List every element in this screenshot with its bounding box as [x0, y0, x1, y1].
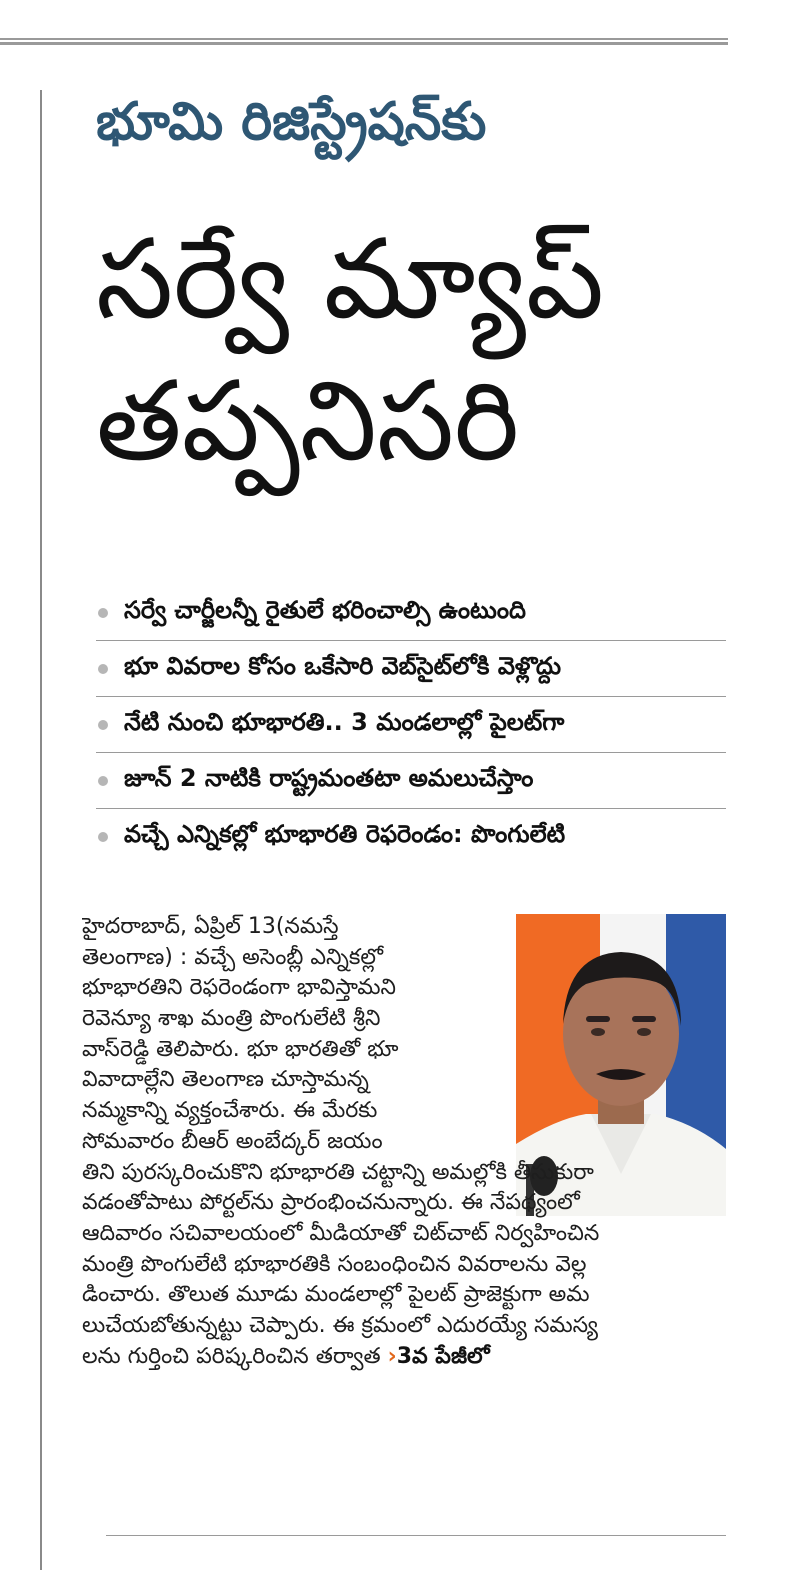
previous-article-clipped-text: [200, 0, 720, 8]
kicker-heading: భూమి రిజిస్ట్రేషన్‌కు: [96, 92, 487, 152]
bullet-dot-icon: [98, 664, 108, 674]
bullet-dot-icon: [98, 608, 108, 618]
body-line: రెవెన్యూ శాఖ మంత్రి పొంగులేటి శ్రీని: [82, 1006, 381, 1032]
bottom-rule: [106, 1535, 726, 1536]
article-body: [82, 912, 728, 1372]
body-line: సోమవారం బీఆర్ అంబేద్కర్ జయం: [82, 1128, 383, 1154]
body-line: వాస్‌రెడ్డి తెలిపారు. భూ భారతితో భూ: [82, 1036, 399, 1062]
highlight-text: జూన్ 2 నాటికి రాష్ట్రమంతటా అమలుచేస్తాం: [124, 763, 534, 792]
top-double-rule: [0, 38, 728, 45]
highlight-text: సర్వే చార్జీలన్నీ రైతులే భరించాల్సి ఉంటుంది: [124, 595, 526, 624]
bullet-dot-icon: [98, 776, 108, 786]
headline-line-2: తప్పనిసరి: [96, 360, 520, 485]
highlight-item: [96, 697, 726, 753]
highlight-item: [96, 585, 726, 641]
highlight-item: [96, 809, 726, 864]
body-line: ఆదివారం సచివాలయంలో మీడియాతో చిట్‌చాట్ నిర్వహించిన: [82, 1220, 600, 1246]
headline-line-1: సర్వే మ్యాప్: [96, 218, 605, 343]
bullet-dot-icon: [98, 832, 108, 842]
highlight-item: [96, 753, 726, 809]
body-line: వివాదాల్లేని తెలంగాణ చూస్తామన్న: [82, 1067, 369, 1093]
column-divider: [40, 90, 42, 1570]
continuation-label[interactable]: 3వ పేజీలో: [396, 1343, 490, 1369]
bullet-dot-icon: [98, 720, 108, 730]
main-headline: [96, 218, 736, 502]
body-line: లను గుర్తించి పరిష్కరించిన తర్వాత: [82, 1343, 381, 1369]
highlight-text: వచ్చే ఎన్నికల్లో భూభారతి రెఫరెండం: పొంగులేటి: [124, 819, 566, 848]
highlight-item: [96, 641, 726, 697]
body-line: డించారు. తొలుత మూడు మండలాల్లో పైలట్ ప్రాజెక్టుగా అమ: [82, 1282, 590, 1308]
continuation-arrow-icon: ›: [387, 1343, 397, 1369]
body-line: లుచేయబోతున్నట్టు చెప్పారు. ఈ క్రమంలో ఎదురయ్యే సమస్య: [82, 1312, 598, 1338]
body-line: వడంతోపాటు పోర్టల్‌ను ప్రారంభించనున్నారు. ఈ నేపథ్యంలో: [82, 1190, 580, 1216]
body-line: నమ్మకాన్ని వ్యక్తంచేశారు. ఈ మేరకు: [82, 1098, 378, 1124]
body-line: భూభారతిని రెఫరెండంగా భావిస్తామని: [82, 975, 396, 1001]
body-line: హైదరాబాద్, ఏప్రిల్ 13(నమస్తే: [82, 914, 339, 939]
body-line: మంత్రి పొంగులేటి భూభారతికి సంబంధించిన వివరాలను వెల్ల: [82, 1251, 587, 1277]
highlight-text: నేటి నుంచి భూభారతి.. 3 మండలాల్లో పైలట్‌గా: [124, 707, 565, 736]
highlight-text: భూ వివరాల కోసం ఒకేసారి వెబ్‌సైట్‌లోకి వెళ్లొద్దు: [124, 651, 562, 680]
body-line: తిని పురస్కరించుకొని భూభారతి చట్టాన్ని అమల్లోకి తీసుకురా: [82, 1159, 594, 1185]
body-line: తెలంగాణ) : వచ్చే అసెంబ్లీ ఎన్నికల్లో: [82, 944, 384, 970]
body-last-line: [82, 1342, 728, 1373]
highlights-list: [96, 585, 726, 864]
